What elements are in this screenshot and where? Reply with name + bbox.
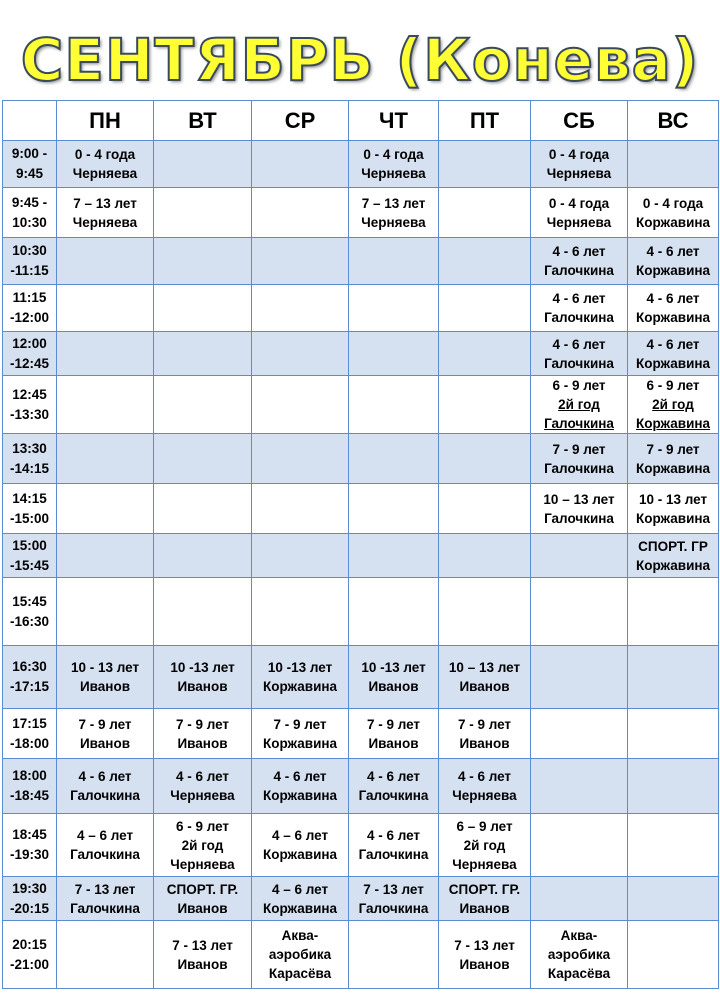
time-text: -12:45 — [9, 355, 50, 371]
class-cell — [439, 434, 531, 484]
class-cell — [439, 877, 531, 921]
time-text: -15:45 — [9, 557, 50, 573]
time-cell — [3, 434, 57, 484]
class-cell — [349, 376, 439, 434]
class-cell — [57, 534, 154, 578]
class-text: 4 - 6 лет — [646, 244, 700, 259]
class-cell — [349, 814, 439, 877]
class-text: 6 – 9 лет — [456, 818, 513, 834]
time-text: 10:30 — [12, 214, 47, 230]
class-cell — [252, 877, 349, 921]
class-text: 7 - 9 лет — [457, 716, 512, 732]
time-text: -16:30 — [9, 613, 50, 629]
class-cell — [154, 534, 252, 578]
class-text: 0 - 4 года — [74, 147, 136, 162]
class-text: Галочкина — [544, 310, 614, 325]
time-text: 13:30 — [12, 440, 47, 456]
class-text: 4 - 6 лет — [552, 244, 606, 259]
class-cell — [154, 484, 252, 534]
class-text: Иванов — [79, 735, 131, 751]
time-slot-row — [3, 484, 719, 534]
class-text: Черняева — [361, 214, 426, 230]
class-cell — [531, 285, 628, 332]
time-cell — [3, 484, 57, 534]
class-text: Черняева — [452, 788, 517, 803]
day-header: СР — [252, 101, 349, 141]
class-text: 7 - 9 лет — [273, 716, 327, 732]
time-cell — [3, 141, 57, 188]
class-text: 6 - 9 лет — [646, 378, 700, 393]
class-cell — [252, 484, 349, 534]
class-cell — [628, 332, 719, 376]
class-cell — [439, 484, 531, 534]
class-cell — [349, 141, 439, 188]
class-cell — [531, 238, 628, 285]
class-cell — [531, 814, 628, 877]
class-text: 7 - 13 лет — [172, 937, 233, 953]
class-cell — [628, 141, 719, 188]
class-cell — [531, 877, 628, 921]
day-header: ПН — [57, 101, 154, 141]
class-cell — [628, 759, 719, 814]
class-cell — [57, 188, 154, 238]
class-text: Иванов — [459, 735, 510, 751]
class-text: 7 - 9 лет — [78, 716, 132, 732]
time-text: 12:45 — [12, 386, 47, 402]
class-cell — [349, 534, 439, 578]
class-text: 4 – 6 лет — [76, 828, 134, 843]
class-text: Иванов — [368, 679, 419, 694]
class-text: СПОРТ. ГР. — [166, 881, 239, 897]
class-text: 2й год — [652, 397, 694, 412]
corner-cell — [3, 101, 57, 141]
time-text: -20:15 — [9, 900, 50, 916]
time-cell — [3, 709, 57, 759]
class-cell — [531, 578, 628, 646]
class-cell — [252, 709, 349, 759]
class-text: 7 - 13 лет — [74, 881, 136, 897]
class-text: 4 - 6 лет — [646, 291, 700, 306]
day-header: ВТ — [154, 101, 252, 141]
class-cell — [628, 238, 719, 285]
class-cell — [628, 709, 719, 759]
class-cell — [57, 332, 154, 376]
class-text: 4 - 6 лет — [552, 336, 606, 352]
class-cell — [628, 534, 719, 578]
time-text: -19:30 — [9, 847, 50, 862]
class-text: Черняева — [72, 214, 138, 230]
class-text: Галочкина — [544, 355, 614, 371]
class-cell — [531, 921, 628, 989]
class-cell — [252, 646, 349, 709]
time-cell — [3, 188, 57, 238]
class-text: 6 - 9 лет — [175, 818, 230, 834]
time-text: 18:45 — [12, 827, 47, 842]
class-text: 7 - 9 лет — [646, 441, 700, 457]
class-text: Карасёва — [268, 966, 332, 981]
class-cell — [154, 188, 252, 238]
class-text: 7 - 13 лет — [454, 937, 515, 953]
header-row — [3, 101, 719, 141]
time-slot-row — [3, 285, 719, 332]
time-text: -12:00 — [9, 310, 50, 325]
class-text: 7 - 9 лет — [552, 441, 606, 457]
time-slot-row — [3, 578, 719, 646]
class-text: 10 – 13 лет — [448, 660, 521, 675]
time-slot-row — [3, 238, 719, 285]
class-text: 4 - 6 лет — [366, 828, 421, 843]
class-text: СПОРТ. ГР — [638, 538, 708, 554]
class-text: Галочкина — [70, 788, 140, 803]
class-cell — [531, 484, 628, 534]
class-text: 4 - 6 лет — [175, 769, 230, 784]
time-slot-row — [3, 376, 719, 434]
class-cell — [628, 921, 719, 989]
class-text: Галочкина — [70, 900, 140, 916]
class-text: Иванов — [459, 679, 510, 694]
class-cell — [154, 141, 252, 188]
class-text: Коржавина — [635, 510, 711, 526]
class-cell — [154, 814, 252, 877]
class-cell — [531, 141, 628, 188]
class-cell — [154, 434, 252, 484]
time-slot-row — [3, 646, 719, 709]
class-cell — [349, 709, 439, 759]
time-cell — [3, 877, 57, 921]
time-text: 16:30 — [12, 659, 47, 674]
class-cell — [154, 646, 252, 709]
class-text: Коржавина — [635, 557, 711, 573]
class-cell — [252, 376, 349, 434]
class-cell — [252, 141, 349, 188]
class-cell — [628, 285, 719, 332]
class-text: Черняева — [72, 166, 138, 181]
time-slot-row — [3, 141, 719, 188]
time-text: -21:00 — [9, 956, 50, 972]
class-text: Коржавина — [635, 310, 711, 325]
schedule-table — [2, 100, 719, 989]
time-text: 15:00 — [12, 537, 47, 553]
class-text: 10 -13 лет — [361, 660, 426, 675]
schedule-body — [3, 141, 719, 989]
time-text: -14:15 — [9, 460, 50, 476]
class-cell — [531, 759, 628, 814]
class-text: Иванов — [177, 679, 228, 694]
time-slot-row — [3, 332, 719, 376]
time-text: 9:00 - — [11, 146, 48, 161]
class-text: Галочкина — [544, 263, 614, 278]
class-cell — [439, 332, 531, 376]
class-cell — [154, 332, 252, 376]
class-text: Коржавина — [262, 847, 338, 862]
class-text: Коржавина — [635, 263, 711, 278]
class-text: Галочкина — [544, 416, 614, 431]
class-cell — [57, 646, 154, 709]
class-text: Черняева — [546, 166, 612, 181]
class-cell — [531, 646, 628, 709]
class-cell — [57, 921, 154, 989]
class-text: Коржавина — [262, 679, 338, 694]
class-cell — [531, 434, 628, 484]
time-text: -17:15 — [9, 679, 50, 694]
class-cell — [349, 188, 439, 238]
class-text: Коржавина — [635, 355, 711, 371]
class-cell — [57, 434, 154, 484]
class-text: Черняева — [452, 856, 517, 872]
class-cell — [252, 534, 349, 578]
class-cell — [252, 332, 349, 376]
class-text: 10 -13 лет — [267, 660, 333, 675]
class-text: Галочкина — [358, 788, 429, 803]
class-cell — [628, 376, 719, 434]
class-cell — [439, 921, 531, 989]
class-cell — [628, 434, 719, 484]
class-cell — [252, 921, 349, 989]
day-header: ЧТ — [349, 101, 439, 141]
class-text: 10 - 13 лет — [638, 491, 708, 507]
class-cell — [439, 285, 531, 332]
class-text: 7 - 9 лет — [366, 716, 421, 732]
time-text: 11:15 — [12, 290, 47, 305]
class-cell — [154, 877, 252, 921]
class-cell — [628, 188, 719, 238]
class-cell — [57, 376, 154, 434]
class-cell — [628, 484, 719, 534]
time-cell — [3, 332, 57, 376]
class-text: Галочкина — [544, 510, 614, 526]
class-cell — [252, 238, 349, 285]
class-text: 4 – 6 лет — [271, 881, 329, 897]
class-cell — [57, 238, 154, 285]
class-cell — [57, 814, 154, 877]
class-text: Черняева — [546, 214, 612, 230]
time-text: 18:00 — [12, 768, 47, 783]
class-cell — [57, 141, 154, 188]
class-cell — [628, 814, 719, 877]
class-text: 7 - 13 лет — [363, 881, 424, 897]
class-text: Коржавина — [262, 900, 338, 916]
class-cell — [154, 921, 252, 989]
class-cell — [628, 646, 719, 709]
class-text: Иванов — [459, 956, 510, 972]
class-text: Коржавина — [262, 788, 338, 803]
time-slot-row — [3, 877, 719, 921]
class-cell — [57, 285, 154, 332]
class-text: 10 -13 лет — [170, 660, 235, 675]
class-text: Коржавина — [635, 214, 711, 230]
class-cell — [154, 759, 252, 814]
class-text: Иванов — [177, 735, 228, 751]
class-text: Галочкина — [70, 847, 140, 862]
class-text: Аква- — [281, 928, 319, 943]
day-header: СБ — [531, 101, 628, 141]
class-text: 0 - 4 года — [642, 195, 704, 211]
class-cell — [439, 188, 531, 238]
class-cell — [439, 814, 531, 877]
class-cell — [439, 578, 531, 646]
class-cell — [531, 534, 628, 578]
class-text: Черняева — [170, 788, 235, 803]
time-cell — [3, 578, 57, 646]
time-cell — [3, 646, 57, 709]
class-text: Коржавина — [262, 735, 338, 751]
time-slot-row — [3, 921, 719, 989]
class-cell — [57, 709, 154, 759]
class-text: Карасёва — [547, 966, 611, 981]
class-text: Аква- — [560, 928, 598, 943]
time-text: 17:15 — [12, 715, 47, 731]
time-text: 20:15 — [12, 936, 47, 952]
time-slot-row — [3, 814, 719, 877]
class-text: 10 - 13 лет — [70, 660, 140, 675]
class-cell — [252, 759, 349, 814]
class-text: аэробика — [268, 947, 332, 962]
time-slot-row — [3, 188, 719, 238]
time-text: -15:00 — [9, 510, 50, 526]
time-slot-row — [3, 709, 719, 759]
class-cell — [531, 376, 628, 434]
class-cell — [154, 709, 252, 759]
class-cell — [154, 285, 252, 332]
class-text: Галочкина — [544, 460, 614, 476]
time-slot-row — [3, 759, 719, 814]
time-cell — [3, 376, 57, 434]
class-cell — [349, 877, 439, 921]
class-text: 4 - 6 лет — [273, 769, 327, 784]
class-text: Черняева — [170, 856, 235, 872]
class-cell — [439, 141, 531, 188]
class-cell — [439, 534, 531, 578]
class-cell — [349, 285, 439, 332]
time-text: 10:30 — [12, 243, 47, 258]
class-cell — [349, 578, 439, 646]
class-cell — [252, 814, 349, 877]
class-cell — [349, 484, 439, 534]
class-text: Галочкина — [358, 847, 429, 862]
class-cell — [531, 709, 628, 759]
time-text: 19:30 — [12, 880, 47, 896]
class-cell — [349, 434, 439, 484]
class-cell — [57, 578, 154, 646]
class-text: 7 – 13 лет — [73, 195, 137, 211]
class-cell — [57, 759, 154, 814]
class-text: 4 - 6 лет — [366, 769, 421, 784]
class-text: 0 - 4 года — [363, 147, 424, 162]
class-text: Иванов — [177, 900, 228, 916]
class-text: 4 - 6 лет — [552, 291, 606, 306]
time-cell — [3, 759, 57, 814]
class-cell — [252, 578, 349, 646]
time-cell — [3, 238, 57, 285]
class-cell — [349, 759, 439, 814]
time-text: 12:00 — [12, 335, 47, 351]
class-text: 4 - 6 лет — [457, 769, 512, 784]
class-cell — [57, 877, 154, 921]
time-text: 9:45 - — [11, 194, 48, 210]
time-text: -11:15 — [10, 263, 49, 278]
time-slot-row — [3, 534, 719, 578]
class-text: 2й год — [558, 397, 600, 412]
time-cell — [3, 285, 57, 332]
day-header: ВС — [628, 101, 719, 141]
class-cell — [628, 877, 719, 921]
time-text: -18:45 — [9, 788, 50, 803]
class-cell — [252, 188, 349, 238]
class-text: 7 – 13 лет — [361, 195, 426, 211]
class-text: Иванов — [177, 956, 228, 972]
class-cell — [531, 188, 628, 238]
class-cell — [349, 646, 439, 709]
time-text: 14:15 — [12, 490, 47, 506]
class-text: СПОРТ. ГР. — [448, 881, 521, 897]
class-text: 2й год — [463, 837, 506, 853]
class-text: Иванов — [368, 735, 419, 751]
class-text: 4 - 6 лет — [78, 769, 132, 784]
class-cell — [439, 238, 531, 285]
class-text: Иванов — [459, 900, 510, 916]
class-cell — [439, 709, 531, 759]
class-cell — [628, 578, 719, 646]
class-cell — [57, 484, 154, 534]
class-text: 4 – 6 лет — [271, 828, 329, 843]
class-text: 7 - 9 лет — [175, 716, 230, 732]
class-text: Коржавина — [635, 460, 711, 476]
day-header: ПТ — [439, 101, 531, 141]
class-cell — [154, 376, 252, 434]
time-cell — [3, 534, 57, 578]
page-title: СЕНТЯБРЬ (Конева) — [20, 26, 700, 94]
time-cell — [3, 921, 57, 989]
time-text: -18:00 — [9, 735, 50, 751]
class-text: 0 - 4 года — [548, 147, 610, 162]
class-text: аэробика — [547, 947, 611, 962]
class-cell — [154, 578, 252, 646]
class-cell — [439, 646, 531, 709]
class-cell — [531, 332, 628, 376]
class-cell — [349, 332, 439, 376]
class-cell — [154, 238, 252, 285]
class-text: Иванов — [79, 679, 131, 694]
time-text: -13:30 — [9, 406, 50, 422]
class-text: Черняева — [361, 166, 426, 181]
class-text: 10 – 13 лет — [543, 491, 615, 507]
class-text: Коржавина — [635, 416, 711, 431]
class-text: Галочкина — [358, 900, 429, 916]
class-text: 0 - 4 года — [548, 195, 610, 211]
time-text: 9:45 — [15, 166, 44, 181]
class-cell — [439, 376, 531, 434]
class-text: 2й год — [181, 837, 224, 853]
time-slot-row — [3, 434, 719, 484]
class-text: 6 - 9 лет — [552, 378, 606, 393]
class-cell — [349, 921, 439, 989]
time-cell — [3, 814, 57, 877]
time-text: 15:45 — [12, 593, 47, 609]
class-cell — [349, 238, 439, 285]
class-text: 4 - 6 лет — [646, 336, 700, 352]
class-cell — [439, 759, 531, 814]
class-cell — [252, 285, 349, 332]
class-cell — [252, 434, 349, 484]
